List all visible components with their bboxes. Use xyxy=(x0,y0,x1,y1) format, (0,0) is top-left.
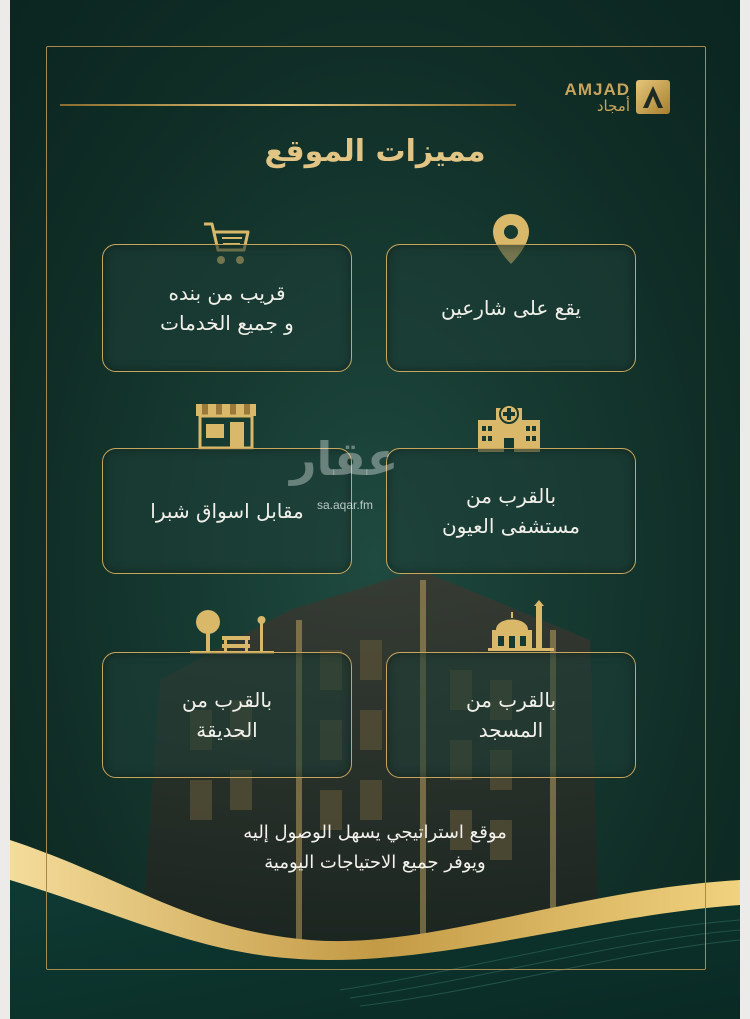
storefront-icon xyxy=(192,402,260,454)
park-icon xyxy=(190,606,274,658)
feature-card-supermarket xyxy=(102,244,352,372)
feature-text: بالقرب من الحديقة xyxy=(181,688,273,742)
feature-card-two-streets xyxy=(386,244,636,372)
feature-card-mosque xyxy=(386,652,636,778)
mosque-icon xyxy=(488,600,554,656)
feature-text: يقع على شارعين xyxy=(441,296,581,320)
right-border xyxy=(740,0,750,1019)
tagline: موقع استراتيجي يسهل الوصول إليه ويوفر جميع الاحتياجات اليومية xyxy=(243,822,507,873)
feature-text: بالقرب من المسجد xyxy=(465,688,557,742)
feature-text: بالقرب من مستشفى العيون xyxy=(442,484,580,538)
feature-card-eye-hospital xyxy=(386,448,636,574)
poster xyxy=(10,0,740,1019)
watermark-logo: عقار xyxy=(290,432,399,486)
feature-text: قريب من بنده و جميع الخدمات xyxy=(160,281,294,335)
header-rule xyxy=(60,104,516,106)
brand-logo xyxy=(536,78,676,118)
left-border xyxy=(0,0,10,1019)
feature-card-park xyxy=(102,652,352,778)
feature-text: مقابل اسواق شبرا xyxy=(150,499,304,523)
logo-text-ar: أمجاد xyxy=(596,97,630,115)
logo-text-en: AMJAD xyxy=(564,80,630,99)
watermark-url: sa.aqar.fm xyxy=(317,498,374,512)
logo-mark-icon xyxy=(636,80,670,114)
page-title: مميزات الموقع xyxy=(264,134,486,169)
